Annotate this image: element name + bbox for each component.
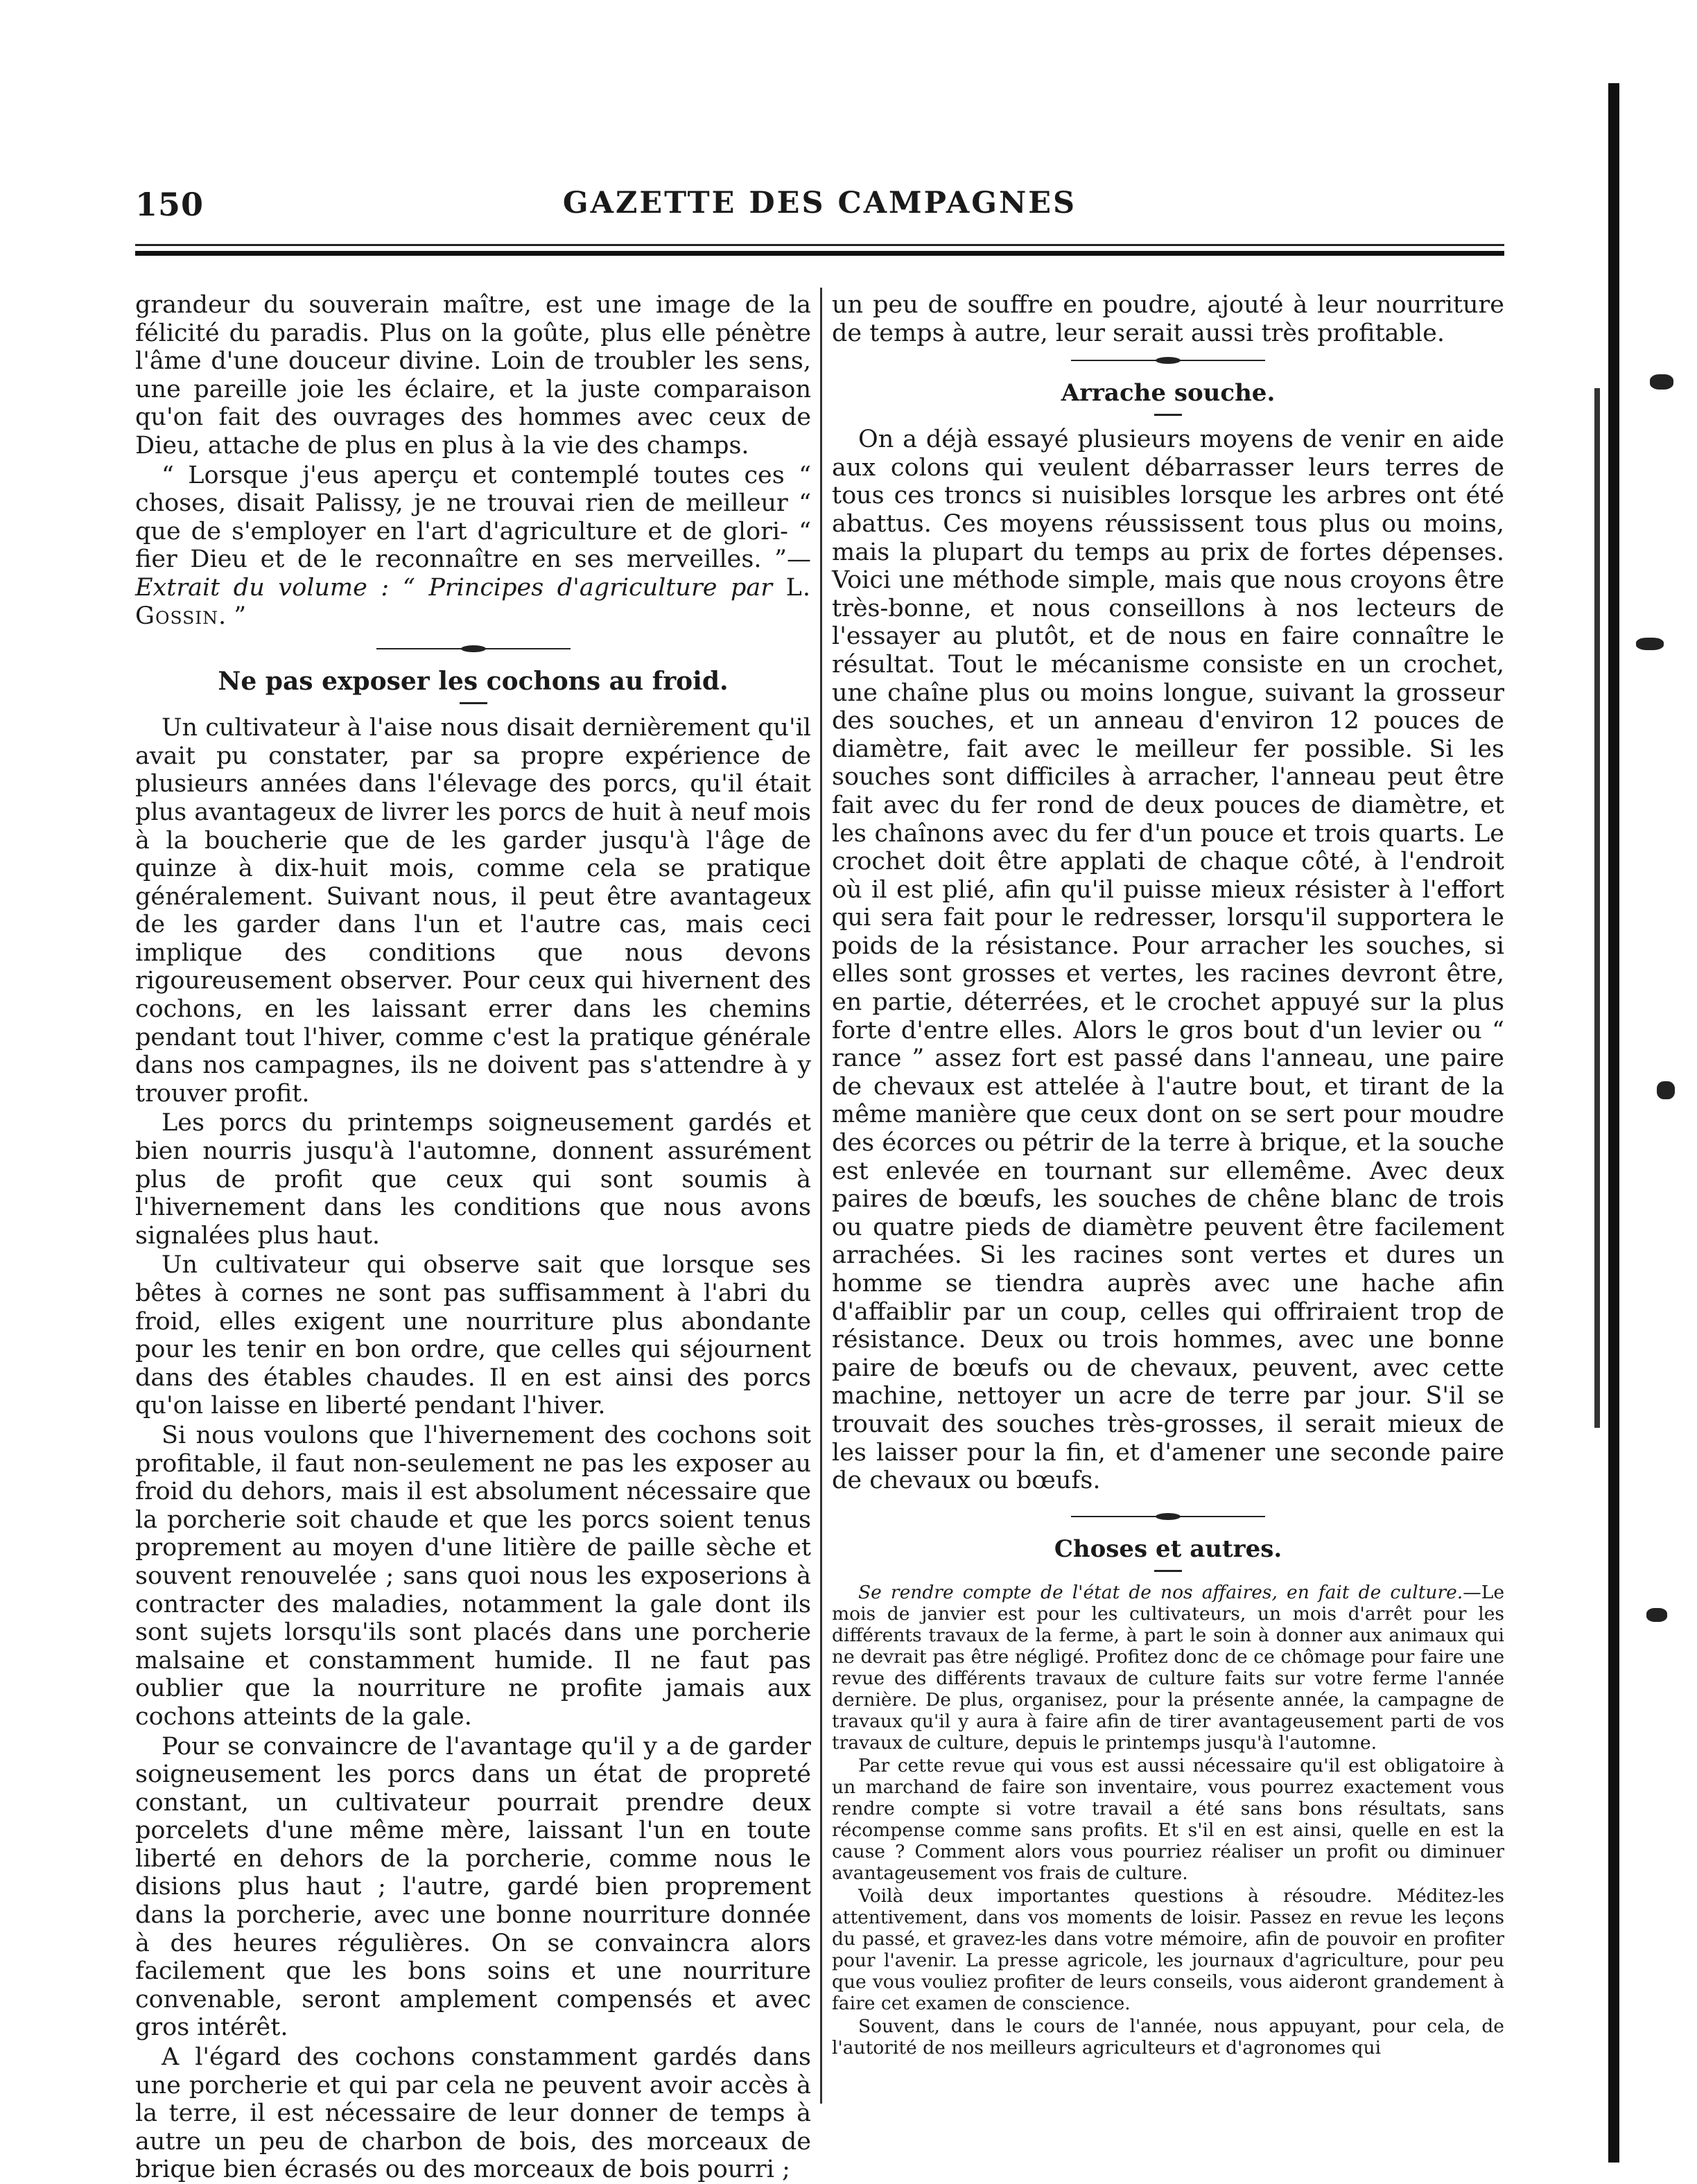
article-paragraph: Les porcs du printemps soigneusement gardés et bien nourris jusqu'à l'automne, donnent assurément plus de profit que ceux qui sont soumis à l'hivernement dans les conditions que nous avons signalées plus haut. bbox=[135, 1109, 811, 1250]
running-title: GAZETTE DES CAMPAGNES bbox=[562, 186, 1077, 220]
article-paragraph: A l'égard des cochons constamment gardés dans une porcherie et qui par cela ne peuvent avoir accès à la terre, il est nécessaire de leur donner de temps à autre un peu de charbon de bois, des morceaux de brique bien écrasés ou des morceaux de bois pourri ; bbox=[135, 2043, 811, 2184]
ink-blot bbox=[1646, 1608, 1667, 1622]
header-rule-thick bbox=[135, 251, 1504, 256]
lead-in: Se rendre compte de l'état de nos affaires, en fait de culture. bbox=[858, 1581, 1463, 1603]
article-paragraph: Pour se convaincre de l'avantage qu'il y a de garder soigneusement les porcs dans un état de propreté constant, un cultivateur pourrait prendre deux porcelets d'une même mère, laissant l'un en toute liberté en dehors de la porcherie, comme nous le disions plus haut ; l'autre, gardé bien proprement dans la porcherie, avec une bonne nourriture donnée à des heures régulières. On se convaincra alors facilement que les bons soins et une nourriture convenable, seront amplement compensés et avec gros intérêt. bbox=[135, 1732, 811, 2042]
page-spine-edge bbox=[1594, 388, 1600, 1428]
lead-text: —Le mois de janvier est pour les cultivateurs, un mois d'arrêt pour les différents travaux de la ferme, à part le soin à donner aux animaux qui ne devrait pas être négligé. Profitez donc de ce chômage pour faire une revue des différents travaux de culture faits sur votre ferme l'année dernière. De plus, organisez, pour la présente année, la campagne de travaux qu'il y aura à faire afin de tirer avantageusement parti de vos travaux de culture, depuis le printemps jusqu'à l'automne. bbox=[832, 1581, 1504, 1754]
quote-source-prefix: Extrait du volume : “ Principes d'agriculture par bbox=[135, 573, 786, 602]
right-column bbox=[832, 291, 1504, 2059]
quote-text: “ Lorsque j'eus aperçu et contemplé toutes ces “ choses, disait Palissy, je ne trouvai rien de meilleur “ que de s'employer en l'art d'agriculture et de glori- “ fier Dieu et de le reconnaître en ses merveilles. ”— bbox=[135, 461, 811, 574]
small-paragraph: Souvent, dans le cours de l'année, nous appuyant, pour cela, de l'autorité de nos meilleurs agriculteurs et d'agronomes qui bbox=[832, 2015, 1504, 2059]
title-rule bbox=[1154, 1570, 1182, 1572]
choses-et-autres-body bbox=[832, 1582, 1504, 2059]
page-header bbox=[135, 186, 1504, 234]
small-paragraph: Par cette revue qui vous est aussi nécessaire qu'il est obligatoire à un marchand de faire son inventaire, vous pourrez exactement vous rendre compte si votre travail a été sans bons résultats, sans récompense comme sans profits. Et s'il en est ainsi, quelle en est la cause ? Comment alors vous pourriez réaliser un profit ou diminuer avantageusement vos frais de culture. bbox=[832, 1754, 1504, 1884]
ink-blot bbox=[1636, 638, 1664, 650]
section-title-cochons: Ne pas exposer les cochons au froid. bbox=[218, 667, 729, 697]
ink-blot bbox=[1657, 1081, 1675, 1099]
page-number: 150 bbox=[135, 186, 204, 223]
article-paragraph: Si nous voulons que l'hivernement des cochons soit profitable, il faut non-seulement ne pas les exposer au froid du dehors, mais il est absolument nécessaire que la porcherie soit chaude et que les porcs soient tenus proprement au moyen d'une litière de paille sèche et souvent renouvelée ; sans quoi nous les exposerions à contracter des maladies, notamment la gale dont ils sont sujets lorsqu'ils sont placés dans une porcherie malsaine et constamment humide. Il ne faut pas oublier que la nourriture ne profite jamais aux cochons atteints de la gale. bbox=[135, 1421, 811, 1731]
title-rule bbox=[460, 702, 487, 704]
ink-blot bbox=[1650, 374, 1673, 390]
intro-paragraph: grandeur du souverain maître, est une image de la félicité du paradis. Plus on la goûte, plus elle pénètre l'âme d'une douceur divine. Loin de troubler les sens, une pareille joie les éclaire, et la juste comparaison qu'on fait des ouvrages des hommes avec ceux de Dieu, attache de plus en plus à la vie des champs. bbox=[135, 291, 811, 460]
palissy-quote bbox=[135, 462, 811, 631]
section-ornament bbox=[1071, 356, 1265, 365]
article-paragraph: Un cultivateur qui observe sait que lorsque ses bêtes à cornes ne sont pas suffisamment à l'abri du froid, elles exigent une nourriture plus abondante pour les tenir en bon ordre, que celles qui séjournent dans des étables chaudes. Il en est ainsi des porcs qu'on laisse en liberté pendant l'hiver. bbox=[135, 1251, 811, 1420]
section-ornament bbox=[1071, 1512, 1265, 1521]
header-rule-thin bbox=[135, 244, 1504, 246]
quote-source-suffix: . ” bbox=[218, 602, 247, 630]
section-title-arrache-souche: Arrache souche. bbox=[1061, 379, 1276, 408]
continuation-paragraph: un peu de souffre en poudre, ajouté à leur nourriture de temps à autre, leur serait aussi très profitable. bbox=[832, 291, 1504, 347]
left-column bbox=[135, 291, 811, 2184]
column-divider bbox=[820, 288, 822, 2104]
section-title-choses-et-autres: Choses et autres. bbox=[1054, 1535, 1282, 1563]
quote-source-author: L. Gossin bbox=[135, 573, 811, 630]
article-paragraph: On a déjà essayé plusieurs moyens de venir en aide aux colons qui veulent débarrasser leurs terres de tous ces troncs si nuisibles lorsque les arbres ont été abattus. Ces moyens réussissent tous plus ou moins, mais la plupart du temps au prix de fortes dépenses. Voici une méthode simple, mais que nous croyons être très-bonne, et nous conseillons à nos lecteurs de l'essayer au plutôt, et de nous en faire connaître le résultat. Tout le mécanisme consiste en un crochet, une chaîne plus ou moins longue, suivant la grosseur des souches, et un anneau d'environ 12 pouces de diamètre, fait avec le meilleur fer possible. Si les souches sont difficiles à arracher, l'anneau peut être fait avec du fer rond de deux pouces de diamètre, et les chaînons avec du fer d'un pouce et trois quarts. Le crochet doit être applati de chaque côté, à l'endroit où il est plié, afin qu'il puisse mieux résister à l'effort qui sera fait pour le redresser, lorsqu'il supportera le poids de la résistance. Pour arracher les souches, si elles sont grosses et vertes, les racines devront être, en partie, déterrées, et le crochet appuyé sur la plus forte d'entre elles. Alors le gros bout d'un levier ou “ rance ” assez fort est passé dans l'anneau, une paire de chevaux est attelée à l'autre bout, et tirant de la même manière que ceux dont on se sert pour moudre des écorces ou pétrir de la terre à brique, et la souche est enlevée en tournant sur ellemême. Avec deux paires de bœufs, les souches de chêne blanc de trois ou quatre pieds de diamètre peuvent être facilement arrachées. Si les racines sont vertes et dures un homme se tiendra auprès avec une hache afin d'affaiblir par un coup, celles qui offriraient trop de résistance. Deux ou trois hommes, avec une bonne paire de bœufs ou de chevaux, peuvent, avec cette machine, nettoyer un acre de terre par jour. S'il se trouvait des souches très-grosses, il serait mieux de les laisser pour la fin, et d'amener une seconde paire de chevaux ou bœufs. bbox=[832, 426, 1504, 1495]
title-rule bbox=[1154, 414, 1182, 416]
article-paragraph: Un cultivateur à l'aise nous disait dernièrement qu'il avait pu constater, par sa propre expérience de plusieurs années dans l'élevage des porcs, qu'il était plus avantageux de livrer les porcs de huit à neuf mois à la boucherie que de les garder jusqu'à l'âge de quinze à dix-huit mois, comme cela se pratique généralement. Suivant nous, il peut être avantageux de les garder dans l'un et l'autre cas, mais ceci implique des conditions que nous devons rigoureusement observer. Pour ceux qui hivernent des cochons, en les laissant errer dans les chemins pendant tout l'hiver, comme c'est la pratique générale dans nos campagnes, ils ne doivent pas s'attendre à y trouver profit. bbox=[135, 714, 811, 1108]
small-paragraph bbox=[832, 1582, 1504, 1754]
section-ornament bbox=[376, 644, 571, 654]
small-paragraph: Voilà deux importantes questions à résoudre. Méditez-les attentivement, dans vos moments de loisir. Passez en revue les leçons du passé, et gravez-les dans votre mémoire, afin de pouvoir en profiter pour l'avenir. La presse agricole, les journaux d'agriculture, pour peu que vous vouliez profiter de leurs conseils, vous aideront grandement à faire cet examen de conscience. bbox=[832, 1885, 1504, 2014]
page-spine-shadow bbox=[1608, 83, 1619, 2163]
